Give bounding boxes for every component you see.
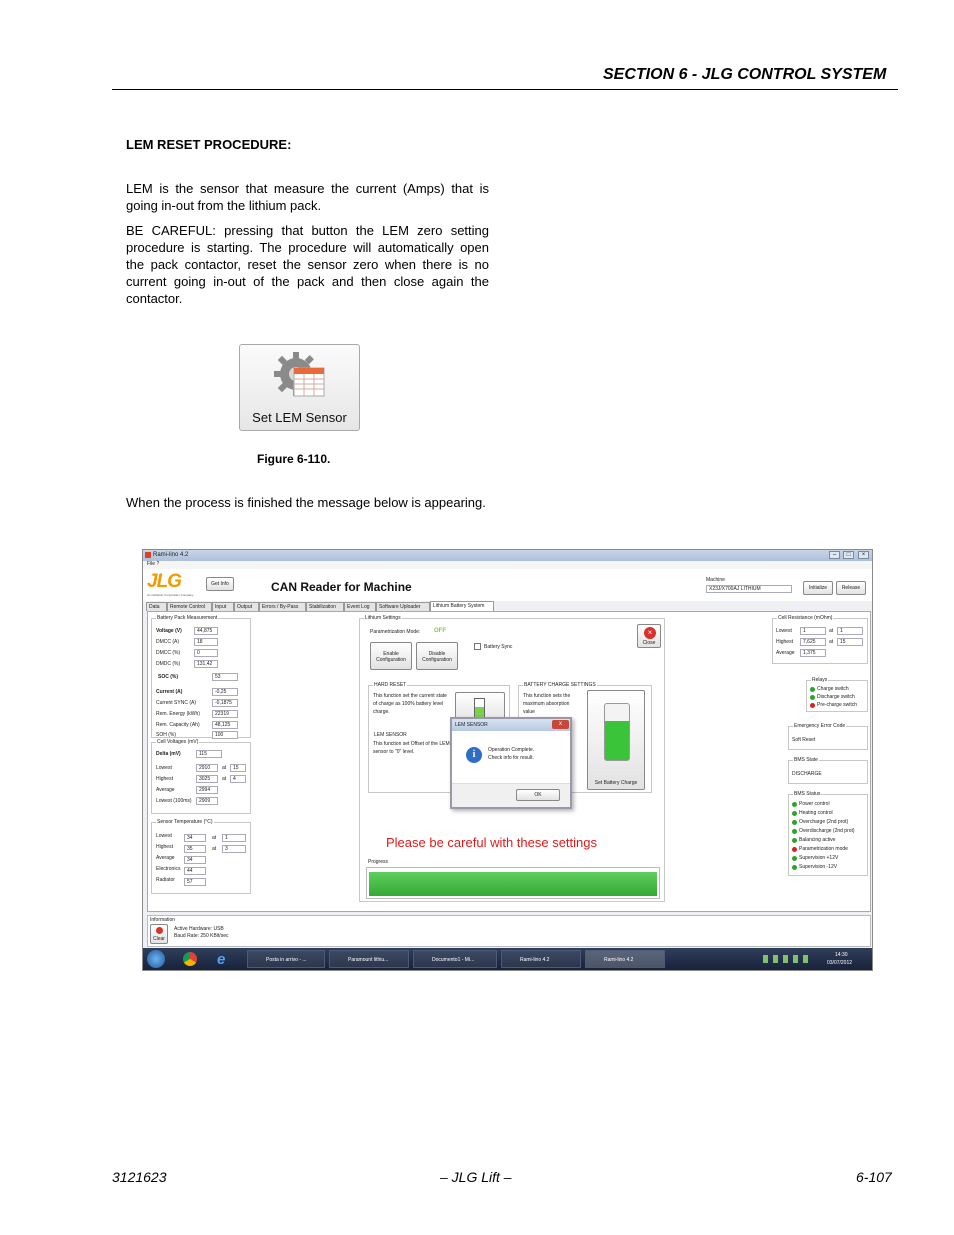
info-line2: Baud Rate: 250 KBit/sec — [174, 933, 229, 939]
voltage-label: Voltage (V) — [156, 628, 182, 634]
progress-fill — [369, 872, 657, 896]
bms-balancing: Balancing active — [799, 837, 836, 843]
procedure-heading: LEM RESET PROCEDURE: — [126, 137, 292, 152]
rem-energy-value: 22319 — [212, 710, 238, 718]
dialog-title: LEM SENSOR — [452, 719, 570, 731]
tab-output[interactable]: Output — [234, 602, 259, 611]
bms-parametrization: Parametrization mode — [799, 846, 848, 852]
lem-sensor-dialog — [450, 717, 572, 809]
can-reader-title: CAN Reader for Machine — [271, 580, 412, 594]
cell-resistance-title: Cell Resistance (mOhm) — [778, 615, 833, 621]
st-highest-at-label: at — [212, 846, 217, 852]
enable-configuration-button[interactable]: Enable Configuration — [370, 642, 412, 670]
bms-led-overcharge — [792, 820, 797, 825]
hard-reset-text: This function set the current state of charge as 100% battery level charge. — [373, 693, 447, 715]
lem-sensor-title: LEM SENSOR — [374, 732, 407, 738]
progress-bar — [366, 867, 660, 899]
header-rule — [112, 89, 898, 90]
chrome-icon[interactable] — [183, 952, 197, 966]
initialize-button[interactable]: Initialize — [803, 581, 833, 595]
st-average-value: 34 — [184, 856, 206, 864]
bms-heating-control: Heating control — [799, 810, 833, 816]
dialog-line1: Operation Complete. — [488, 747, 535, 753]
taskbar-item-documento[interactable]: Documento1 - Mi... — [413, 950, 497, 968]
machine-select[interactable]: X23J/X700AJ LITHIUM — [706, 585, 792, 593]
bms-led-supervision-minus — [792, 865, 797, 870]
emergency-title: Emergency Error Code — [794, 723, 846, 729]
current-sync-value: -0,1875 — [212, 699, 238, 707]
cr-average-label: Average — [776, 650, 795, 656]
cr-lowest-at: 1 — [837, 627, 863, 635]
dmdc-label: DMDC (%) — [156, 661, 181, 667]
relay-led-precharge — [810, 703, 815, 708]
ie-icon[interactable]: e — [217, 951, 226, 968]
dialog-close-icon[interactable]: x — [552, 720, 569, 729]
battery-plug-icon — [604, 703, 630, 761]
sensor-temp-group — [151, 819, 251, 894]
bms-overdischarge: Overdischarge (2nd prot) — [799, 828, 855, 834]
cr-highest-at-label: at — [829, 639, 834, 645]
get-info-button[interactable]: Get Info — [206, 577, 234, 591]
bms-supervision-minus: Supervision -12V — [799, 864, 838, 870]
cv-highest-at: 4 — [230, 775, 246, 783]
bms-status-title: BMS Status — [794, 791, 821, 797]
cv-average-value: 2994 — [196, 786, 218, 794]
tab-remote-control[interactable]: Remote Control — [167, 602, 212, 611]
soh-value: 100 — [212, 731, 238, 739]
app-titlebar — [143, 550, 872, 561]
bms-led-balancing — [792, 838, 797, 843]
minimize-icon[interactable]: – — [829, 551, 840, 559]
relays-group — [806, 677, 868, 712]
footer-doc-number: 3121623 — [112, 1169, 167, 1185]
st-electronics-value: 44 — [184, 867, 206, 875]
param-mode-label: Parametrization Mode: — [370, 629, 421, 635]
bms-status-group — [788, 791, 868, 876]
soh-label: SOH (%) — [156, 732, 176, 738]
tab-data[interactable]: Data — [146, 602, 167, 611]
menu-bar[interactable]: File ? — [143, 561, 872, 569]
warning-text: Please be careful with these settings — [386, 835, 598, 850]
st-average-label: Average — [156, 855, 175, 861]
relay-discharge-switch: Discharge switch — [817, 694, 855, 700]
taskbar-item-posta[interactable]: Posta in arrivo - ... — [247, 950, 325, 968]
lithium-settings-title: Lithium Settings — [365, 615, 401, 621]
current-label: Current (A) — [156, 689, 183, 695]
soc-label: SOC (%) — [158, 674, 178, 680]
cv-lowest-value: 2910 — [196, 764, 218, 772]
cell-voltages-group — [151, 739, 251, 814]
st-radiator-label: Radiator — [156, 877, 175, 883]
paragraph-lem-description: LEM is the sensor that measure the current (Amps) that is going in-out from the lithium pack. — [126, 181, 489, 213]
current-value: -0,25 — [212, 688, 238, 696]
bms-led-supervision-plus — [792, 856, 797, 861]
cr-highest-value: 7,625 — [800, 638, 826, 646]
relay-led-charge — [810, 687, 815, 692]
current-sync-label: Current SYNC (A) — [156, 700, 197, 706]
bms-state-group — [788, 757, 868, 784]
dmcc-pct-label: DMCC (%) — [156, 650, 181, 656]
tab-stabilization[interactable]: Stabilization — [306, 602, 344, 611]
cr-average-value: 1,375 — [800, 649, 826, 657]
bms-overcharge: Overcharge (2nd prot) — [799, 819, 849, 825]
tab-errors-bypass[interactable]: Errors / By-Pass — [259, 602, 306, 611]
cr-lowest-label: Lowest — [776, 628, 792, 634]
cr-highest-label: Highest — [776, 639, 793, 645]
clock-date: 03/07/2012 — [827, 960, 853, 966]
voltage-value: 44,875 — [194, 627, 218, 635]
dmdc-value: 131,42 — [194, 660, 218, 668]
sensor-temp-title: Sensor Temperature (°C) — [157, 819, 213, 825]
st-electronics-label: Electronics — [156, 866, 181, 872]
param-mode-value: OFF — [434, 628, 446, 634]
st-highest-at: 3 — [222, 845, 246, 853]
cv-lowest100-label: Lowest (100ms) — [156, 798, 192, 804]
close-settings-button[interactable] — [637, 624, 661, 648]
set-lem-sensor-label: Set LEM Sensor — [252, 410, 347, 425]
dmcc-a-label: DMCC (A) — [156, 639, 180, 645]
cv-highest-label: Highest — [156, 776, 173, 782]
close-settings-label: Close — [642, 640, 656, 646]
section-header: SECTION 6 - JLG CONTROL SYSTEM — [603, 66, 887, 83]
rem-capacity-label: Rem. Capacity (Ah) — [156, 722, 200, 728]
dialog-ok-button[interactable]: OK — [516, 789, 560, 801]
bms-power-control: Power control — [799, 801, 830, 807]
st-lowest-value: 34 — [184, 834, 206, 842]
taskbar-item-paramount[interactable]: Paramount lithiu... — [329, 950, 409, 968]
tab-software-uploader[interactable]: Software Uploader — [376, 602, 430, 611]
clear-icon — [156, 927, 163, 934]
gear-document-icon — [272, 348, 332, 404]
bms-supervision-plus: Supervision +12V — [799, 855, 839, 861]
cv-lowest100-value: 2909 — [196, 797, 218, 805]
disable-configuration-button[interactable]: Disable Configuration — [416, 642, 458, 670]
relay-charge-switch: Charge switch — [817, 686, 849, 692]
set-battery-charge-button[interactable] — [587, 690, 645, 790]
hard-reset-title: HARD RESET — [374, 682, 407, 688]
lem-sensor-text: This function set Offset of the LEM sensor to "0" level. — [373, 741, 450, 755]
information-title: Information — [150, 917, 176, 923]
delta-value: 115 — [196, 750, 222, 758]
st-highest-value: 35 — [184, 845, 206, 853]
app-title: Rami-lino 4.2 — [153, 552, 189, 558]
st-lowest-at: 1 — [222, 834, 246, 842]
cr-lowest-value: 1 — [800, 627, 826, 635]
bms-led-heating — [792, 811, 797, 816]
start-orb-icon[interactable] — [147, 950, 165, 968]
relays-title: Relays — [812, 677, 828, 683]
rem-energy-label: Rem. Energy (kWh) — [156, 711, 200, 717]
release-button[interactable]: Release — [836, 581, 866, 595]
set-lem-sensor-button-figure — [239, 344, 360, 431]
bms-led-overdischarge — [792, 829, 797, 834]
battery-charge-title: BATTERY CHARGE SETTINGS — [524, 682, 596, 688]
cv-highest-value: 3025 — [196, 775, 218, 783]
close-icon[interactable]: × — [858, 551, 869, 559]
tab-input[interactable]: Input — [212, 602, 234, 611]
maximize-icon[interactable]: □ — [843, 551, 854, 559]
rem-capacity-value: 48,125 — [212, 721, 238, 729]
dmcc-a-value: 18 — [194, 638, 218, 646]
progress-label: Progress — [368, 859, 389, 865]
tab-strip — [146, 601, 873, 611]
info-line1: Active Hardware: USB — [174, 926, 224, 932]
info-icon: i — [466, 747, 482, 763]
relay-precharge-switch: Pre-charge switch — [817, 702, 858, 708]
tab-lithium-battery-system[interactable]: Lithium Battery System — [430, 601, 494, 611]
soc-value: 53 — [212, 673, 238, 681]
emergency-group — [788, 723, 868, 750]
cell-resistance-group — [772, 615, 868, 664]
taskbar-item-ramilino-2[interactable]: Rami-lino 4.2 — [585, 950, 665, 968]
st-lowest-label: Lowest — [156, 833, 172, 839]
close-circle-icon: × — [644, 627, 656, 639]
cv-lowest-at-label: at — [222, 765, 227, 771]
battery-sync-checkbox[interactable] — [474, 643, 481, 650]
taskbar-item-ramilino-1[interactable]: Rami-lino 4.2 — [501, 950, 581, 968]
st-highest-label: Highest — [156, 844, 173, 850]
dmcc-pct-value: 0 — [194, 649, 218, 657]
emergency-value: Soft Reset — [792, 737, 816, 743]
app-icon — [145, 552, 151, 558]
jlg-logo: JLG — [147, 571, 181, 592]
cv-lowest-at: 15 — [230, 764, 246, 772]
battery-charge-text: This function sets the maximum absorption value — [523, 693, 571, 715]
paragraph-process-finished: When the process is finished the message below is appearing. — [126, 495, 486, 510]
app-screenshot — [142, 549, 873, 971]
clear-label: Clear — [153, 936, 165, 942]
machine-label: Machine — [706, 577, 725, 583]
jlg-logo-sub: An Oshkosh Corporation Company — [147, 593, 194, 597]
st-lowest-at-label: at — [212, 835, 217, 841]
dialog-line2: Check info for result. — [488, 755, 534, 761]
information-panel — [147, 915, 871, 947]
cr-highest-at: 15 — [837, 638, 863, 646]
cr-lowest-at-label: at — [829, 628, 834, 634]
cell-voltages-title: Cell Voltages (mV) — [157, 739, 199, 745]
set-battery-charge-label: Set Battery Charge — [594, 780, 638, 786]
battery-pack-group — [151, 615, 251, 738]
clear-button[interactable] — [150, 924, 168, 944]
tab-event-log[interactable]: Event Log — [344, 602, 376, 611]
footer-page-number: 6-107 — [856, 1169, 892, 1185]
bms-state-title: BMS State — [794, 757, 818, 763]
cv-highest-at-label: at — [222, 776, 227, 782]
figure-caption: Figure 6-110. — [257, 452, 331, 466]
tray-icons — [763, 955, 811, 963]
delta-label: Delta (mV) — [156, 751, 181, 757]
bms-led-power — [792, 802, 797, 807]
app-header — [143, 569, 872, 601]
clock-time: 14:30 — [835, 952, 848, 958]
bms-state-value: DISCHARGE — [792, 771, 822, 777]
footer-center: – JLG Lift – — [440, 1169, 512, 1185]
st-radiator-value: 57 — [184, 878, 206, 886]
bms-led-parametrization — [792, 847, 797, 852]
windows-taskbar — [143, 948, 872, 970]
battery-pack-title: Battery Pack Measurement — [157, 615, 218, 621]
paragraph-warning: BE CAREFUL: pressing that button the LEM zero setting procedure is starting. The procedure will automatically open the pack contactor, reset the sensor zero when there is no current going in-out of the pack and then close again the contactor. — [126, 223, 489, 306]
relay-led-discharge — [810, 695, 815, 700]
cv-average-label: Average — [156, 787, 175, 793]
cv-lowest-label: Lowest — [156, 765, 172, 771]
battery-sync-label: Battery Sync — [484, 644, 513, 650]
